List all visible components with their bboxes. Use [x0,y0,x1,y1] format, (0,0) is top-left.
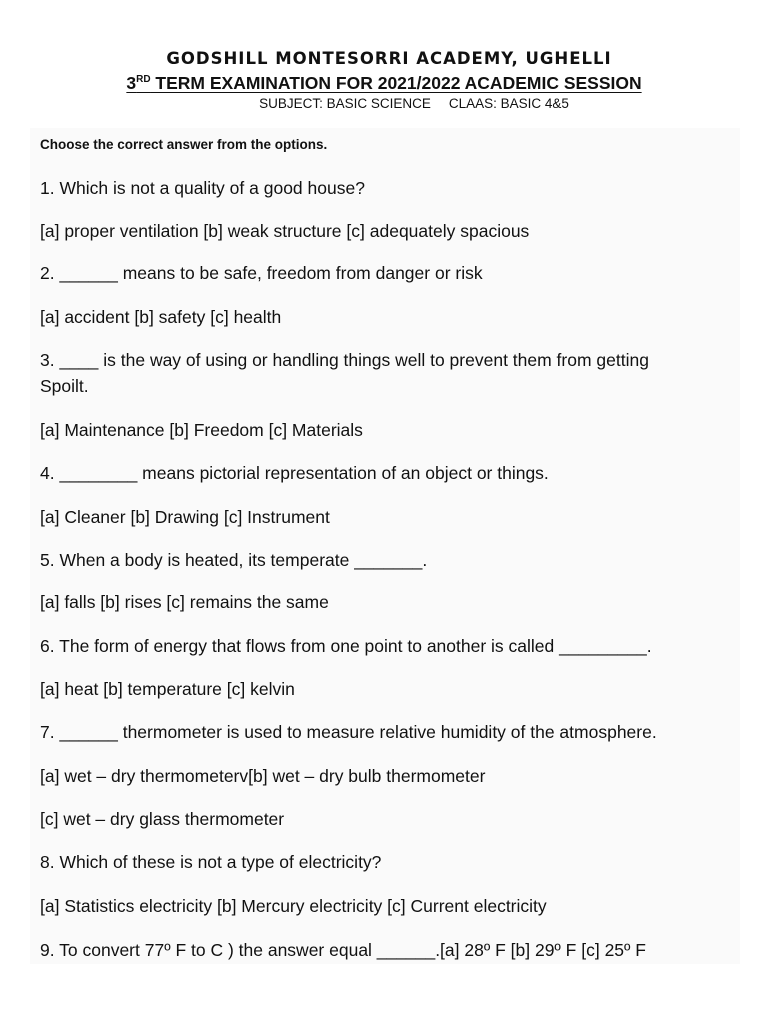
exam-header [0,48,768,113]
question-8: 8. Which of these is not a type of electricity? [40,852,382,872]
question-9: 9. To convert 77º F to C ) the answer equal ______.[a] 28º F [b] 29º F [c] 25º F [40,940,646,960]
exam-title [0,72,768,94]
question-6: 6. The form of energy that flows from one point to another is called _________. [40,636,652,656]
question-4: 4. ________ means pictorial representation of an object or things. [40,463,549,483]
school-name: GODSHILL MONTESORRI ACADEMY, UGHELLI [166,49,612,68]
question-3: 3. ____ is the way of using or handling things well to prevent them from getting [40,350,649,370]
question-7-options-a-b: [a] wet – dry thermometerv[b] wet – dry bulb thermometer [40,766,486,786]
exam-title-superscript: RD [136,74,151,85]
subject-label: SUBJECT: BASIC SCIENCE [259,96,431,111]
question-3-options: [a] Maintenance [b] Freedom [c] Materials [40,420,363,440]
question-7: 7. ______ thermometer is used to measure relative humidity of the atmosphere. [40,722,657,742]
class-label: CLAAS: BASIC 4&5 [448,96,569,111]
question-2-options: [a] accident [b] safety [c] health [40,307,282,327]
question-1: 1. Which is not a quality of a good house? [40,178,365,198]
question-8-options: [a] Statistics electricity [b] Mercury electricity [c] Current electricity [40,896,547,916]
question-3-continuation: Spoilt. [40,376,89,396]
instruction: Choose the correct answer from the options. [40,137,328,152]
exam-title-rest: TERM EXAMINATION FOR 2021/2022 ACADEMIC SESSION [150,73,642,93]
exam-title-number: 3 [126,73,137,93]
question-4-options: [a] Cleaner [b] Drawing [c] Instrument [40,507,330,527]
question-6-options: [a] heat [b] temperature [c] kelvin [40,679,295,699]
question-5: 5. When a body is heated, its temperate _______. [40,550,428,570]
question-5-options: [a] falls [b] rises [c] remains the same [40,592,329,612]
subject-line [60,95,768,113]
question-2: 2. ______ means to be safe, freedom from danger or risk [40,263,483,283]
question-1-options: [a] proper ventilation [b] weak structure [c] adequately spacious [40,221,530,241]
question-sheet-background [30,128,740,964]
question-7-options-c: [c] wet – dry glass thermometer [40,809,285,829]
